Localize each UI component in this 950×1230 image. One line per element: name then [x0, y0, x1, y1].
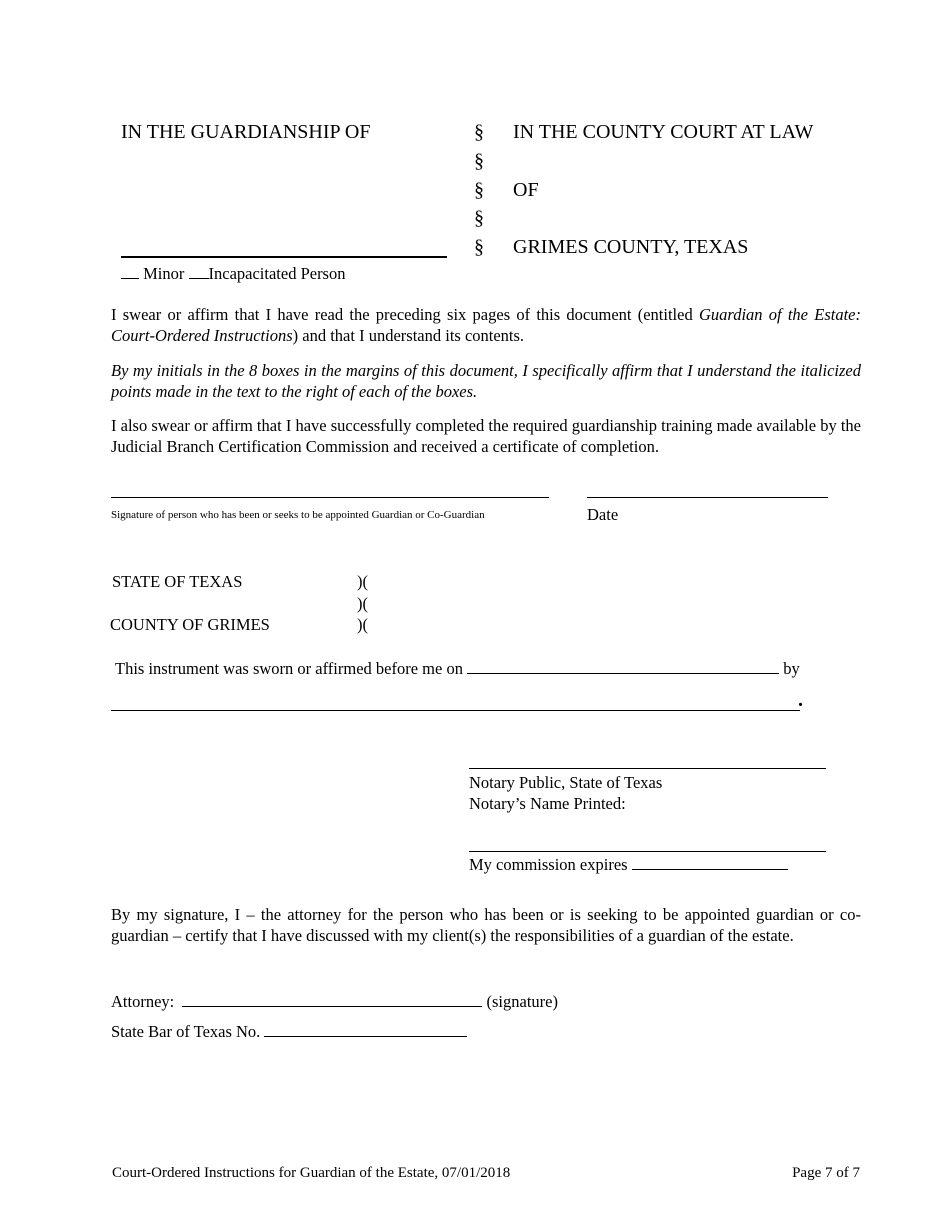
sworn-date-blank[interactable] [467, 659, 779, 674]
guardian-signature-line[interactable] [111, 497, 549, 498]
bar-number-blank[interactable] [264, 1022, 467, 1037]
footer-page-number: Page 7 of 7 [792, 1165, 860, 1181]
p1-end: ) and that I understand its contents. [292, 326, 525, 345]
p1-document-title: Guardian of the Estate: Court-Ordered Instructions [111, 305, 861, 345]
attorney-signature-row [111, 991, 558, 1012]
sworn-by: by [783, 659, 800, 678]
court-of: OF [513, 179, 539, 201]
bar-number-label: State Bar of Texas No. [111, 1022, 261, 1041]
training-affirmation-paragraph: I also swear or affirm that I have successfully completed the required guardianship training made available by the Judicial Branch Certification Commission and received a certificate of completion. [111, 416, 861, 456]
minor-label: Minor [143, 264, 185, 283]
guardian-signature-label: Signature of person who has been or seeks to be appointed Guardian or Co-Guardian [111, 509, 485, 521]
attorney-label: Attorney: [111, 992, 175, 1011]
signature-date-line[interactable] [587, 497, 828, 498]
initials-affirmation-paragraph: By my initials in the 8 boxes in the margins of this document, I specifically affirm that I understand the italicized points made in the text to the right of each of the boxes. [111, 361, 861, 401]
court-title: IN THE COUNTY COURT AT LAW [513, 121, 814, 143]
affiant-name-line[interactable] [111, 710, 800, 711]
notary-public-label: Notary Public, State of Texas [469, 773, 663, 792]
date-label: Date [587, 505, 619, 524]
sworn-text: This instrument was sworn or affirmed before me on [115, 659, 463, 678]
attorney-certification-paragraph: By my signature, I – the attorney for the person who has been or is seeking to be appointed guardian or co-guardian – certify that I have discussed with my client(s) the responsibilities of a guardian of the estate. [111, 905, 861, 945]
commission-expires [469, 854, 788, 875]
section-symbol: § [474, 121, 484, 143]
sworn-statement [115, 658, 800, 679]
venue-bracket: )( [357, 572, 368, 591]
signature-hint: (signature) [486, 992, 558, 1011]
bar-number-row [111, 1021, 467, 1042]
notary-name-line[interactable] [469, 851, 826, 852]
notary-signature-line[interactable] [469, 768, 826, 769]
incapacitated-blank[interactable] [189, 264, 209, 279]
section-symbol: § [474, 179, 484, 201]
commission-date-blank[interactable] [632, 855, 788, 870]
section-symbol: § [474, 150, 484, 172]
venue-bracket: )( [357, 594, 368, 613]
section-symbol: § [474, 207, 484, 229]
attorney-signature-blank[interactable] [182, 992, 482, 1007]
commission-label: My commission expires [469, 855, 628, 874]
ward-type-checks [121, 263, 345, 284]
venue-bracket: )( [357, 615, 368, 634]
court-county: GRIMES COUNTY, TEXAS [513, 236, 749, 258]
notary-name-label: Notary’s Name Printed: [469, 794, 626, 813]
footer-title: Court-Ordered Instructions for Guardian of the Estate, 07/01/2018 [112, 1165, 511, 1181]
minor-blank[interactable] [121, 264, 139, 279]
venue-state: STATE OF TEXAS [112, 572, 243, 591]
ward-name-line[interactable] [121, 256, 447, 258]
p1-start: I swear or affirm that I have read the preceding six pages of this document (entitled [111, 305, 699, 324]
incapacitated-label: Incapacitated Person [208, 264, 346, 283]
venue-county: COUNTY OF GRIMES [110, 615, 270, 634]
guardianship-title: IN THE GUARDIANSHIP OF [121, 121, 371, 143]
read-affirmation-paragraph [111, 304, 861, 346]
affiant-period: . [798, 689, 803, 711]
section-symbol: § [474, 236, 484, 258]
